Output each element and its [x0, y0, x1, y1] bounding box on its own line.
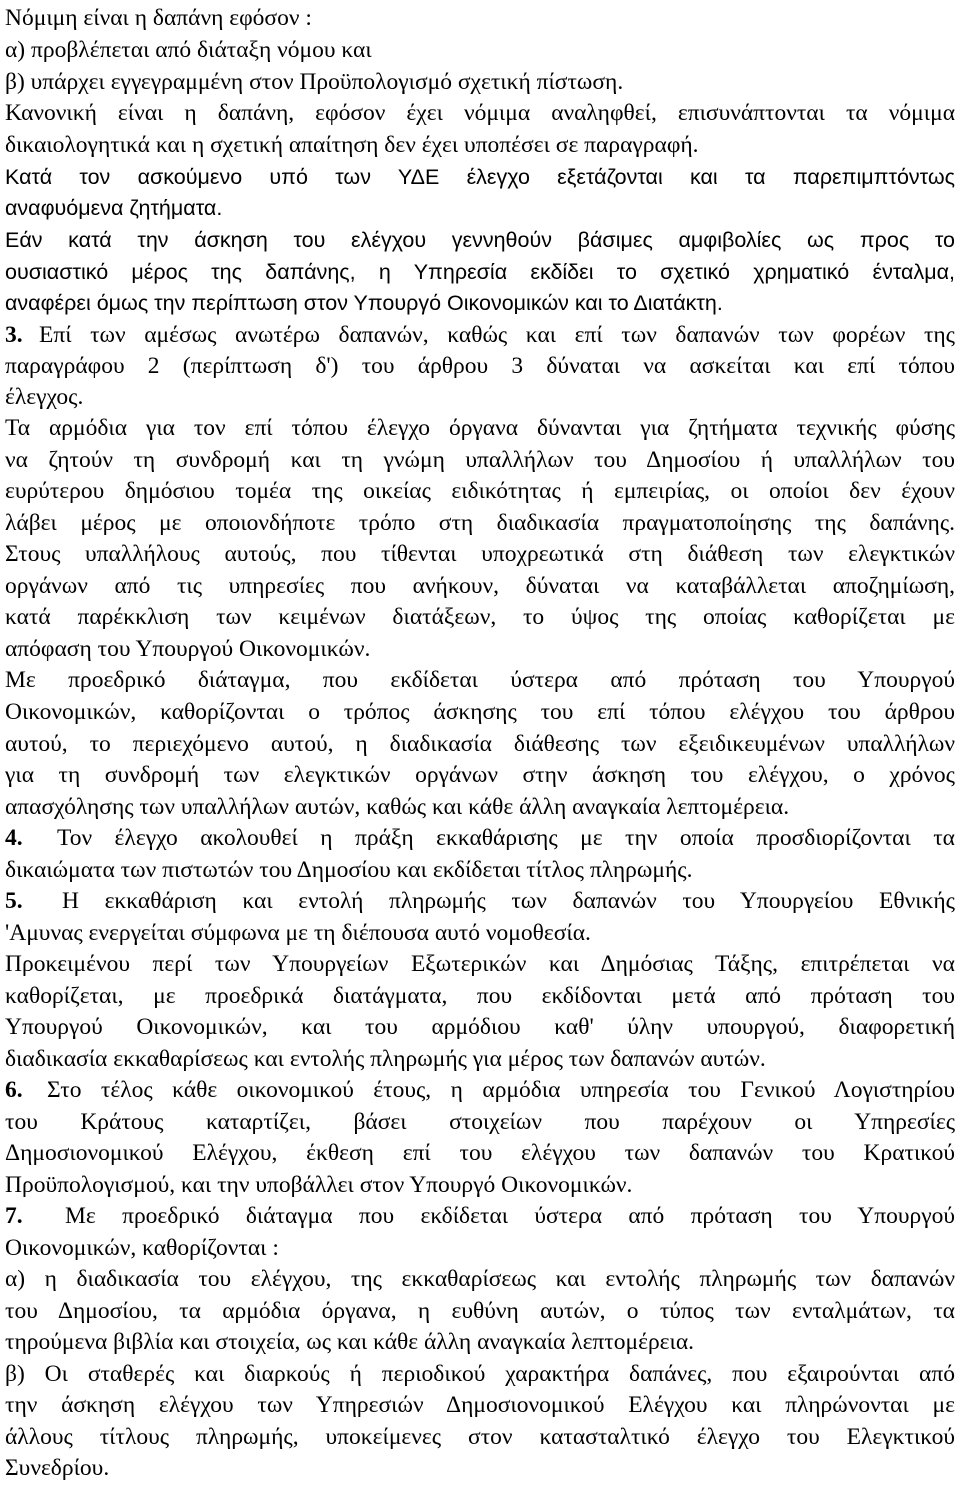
paragraph-number: 5.: [5, 888, 23, 914]
text-line: Κατά τον ασκούμενο υπό των ΥΔΕ έλεγχο εξετάζονται και τα παρεπιμπτόντως: [5, 165, 955, 189]
paragraph-number: 7.: [5, 1203, 23, 1229]
text-line: Με προεδρικό διάταγμα, που εκδίδεται ύστερα από πρόταση του Υπουργού: [5, 667, 955, 693]
text-line: του Δημοσίου, τα αρμόδια όργανα, η ευθύνη αυτών, ο τύπος των ενταλμάτων, τα: [5, 1298, 955, 1324]
text-line: ουσιαστικό μέρος της δαπάνης, η Υπηρεσία εκδίδει το σχετικό χρηματικό ένταλμα,: [5, 260, 955, 284]
text-line: καθορίζεται, με προεδρικά διατάγματα, που εκδίδονται μετά από πρόταση του: [5, 983, 955, 1009]
paragraph-number: 6.: [5, 1077, 23, 1103]
text-line: Κανονική είναι η δαπάνη, εφόσον έχει νόμιμα αναληφθεί, επισυνάπτονται τα νόμιμα: [5, 100, 955, 126]
text-line: να ζητούν τη συνδρομή και τη γνώμη υπαλλήλων του Δημοσίου ή υπαλλήλων του: [5, 447, 955, 473]
text-line: οργάνων από τις υπηρεσίες που ανήκουν, δύναται να καταβάλλεται αποζημίωση,: [5, 573, 955, 599]
paragraph-number: 4.: [5, 825, 23, 851]
text-span: Με προεδρικό διάταγμα που εκδίδεται ύστερα από πρόταση του Υπουργού: [65, 1203, 955, 1229]
text-line: Οικονομικών, καθορίζονται :: [5, 1235, 279, 1261]
text-line: [5, 1074, 955, 1106]
text-line: ευρύτερου δημόσιου τομέα της οικείας ειδικότητας ή εμπειρίας, οι οποίοι δεν έχουν: [5, 478, 955, 504]
text-line: κατά παρέκκλιση των κειμένων διατάξεων, το ύψος της οποίας καθορίζεται με: [5, 604, 955, 630]
text-line: β) Οι σταθερές και διαρκούς ή περιοδικού χαρακτήρα δαπάνες, που εξαιρούνται από: [5, 1361, 955, 1387]
text-line: την άσκηση ελέγχου των Υπηρεσιών Δημοσιονομικού Ελέγχου και πληρώνονται με: [5, 1392, 955, 1418]
paragraph-number: 3.: [5, 322, 23, 348]
text-line: 'Αμυνας ενεργείται σύμφωνα με τη διέπουσα αυτό νομοθεσία.: [5, 920, 591, 946]
text-line: Νόμιμη είναι η δαπάνη εφόσον :: [5, 5, 312, 31]
text-line: [5, 822, 955, 854]
text-line: Δημοσιονομικού Ελέγχου, έκθεση επί του ελέγχου των δαπανών του Κρατικού: [5, 1140, 955, 1166]
text-line: απασχόλησης των υπαλλήλων αυτών, καθώς και κάθε άλλη αναγκαία λεπτομέρεια.: [5, 794, 790, 820]
text-span: Τον έλεγχο ακολουθεί η πράξη εκκαθάρισης με την οποία προσδιορίζονται τα: [57, 825, 955, 851]
text-line: δικαιώματα των πιστωτών του Δημοσίου και εκδίδεται τίτλος πληρωμής.: [5, 857, 693, 883]
text-line: Εάν κατά την άσκηση του ελέγχου γεννηθούν βάσιμες αμφιβολίες ως προς το: [5, 228, 955, 252]
text-line: Προϋπολογισμού, και την υποβάλλει στον Υπουργό Οικονομικών.: [5, 1172, 633, 1198]
text-line: αναφέρει όμως την περίπτωση στον Υπουργό Οικονομικών και το Διατάκτη.: [5, 291, 723, 315]
text-line: αυτού, το περιεχόμενο αυτού, η διαδικασία διάθεσης των εξειδικευμένων υπαλλήλων: [5, 731, 955, 757]
text-line: [5, 885, 955, 917]
text-line: τηρούμενα βιβλία και στοιχεία, ως και κάθε άλλη αναγκαία λεπτομέρεια.: [5, 1329, 695, 1355]
text-line: απόφαση του Υπουργού Οικονομικών.: [5, 636, 371, 662]
text-line: άλλους τίτλους πληρωμής, υποκείμενες στον κατασταλτικό έλεγχο του Ελεγκτικού: [5, 1424, 955, 1450]
text-line: του Κράτους καταρτίζει, βάσει στοιχείων που παρέχουν οι Υπηρεσίες: [5, 1109, 955, 1135]
text-line: Υπουργού Οικονομικών, και του αρμόδιου καθ' ύλην υπουργού, διαφορετική: [5, 1014, 955, 1040]
text-line: [5, 1200, 955, 1232]
text-line: Οικονομικών, καθορίζονται ο τρόπος άσκησης του επί τόπου ελέγχου του άρθρου: [5, 699, 955, 725]
text-span: Η εκκαθάριση και εντολή πληρωμής των δαπανών του Υπουργείου Εθνικής: [62, 888, 955, 914]
text-line: [5, 319, 955, 351]
text-line: για τη συνδρομή των ελεγκτικών οργάνων στην άσκηση του ελέγχου, ο χρόνος: [5, 762, 955, 788]
text-line: διαδικασία εκκαθαρίσεως και εντολής πληρωμής για μέρος των δαπανών αυτών.: [5, 1046, 766, 1072]
text-span: Επί των αμέσως ανωτέρω δαπανών, καθώς και επί των δαπανών των φορέων της: [39, 322, 955, 348]
text-line: Προκειμένου περί των Υπουργείων Εξωτερικών και Δημόσιας Τάξης, επιτρέπεται να: [5, 951, 955, 977]
text-line: δικαιολογητικά και η σχετική απαίτηση δεν έχει υποπέσει σε παραγραφή.: [5, 132, 699, 158]
text-span: Στο τέλος κάθε οικονομικού έτους, η αρμόδια υπηρεσία του Γενικού Λογιστηρίου: [47, 1077, 955, 1103]
text-line: Συνεδρίου.: [5, 1455, 110, 1481]
text-line: α) η διαδικασία του ελέγχου, της εκκαθαρίσεως και εντολής πληρωμής των δαπανών: [5, 1266, 955, 1292]
text-line: Στους υπαλλήλους αυτούς, που τίθενται υποχρεωτικά στη διάθεση των ελεγκτικών: [5, 541, 955, 567]
text-line: α) προβλέπεται από διάταξη νόμου και: [5, 37, 372, 63]
text-line: έλεγχος.: [5, 384, 84, 410]
text-line: β) υπάρχει εγγεγραμμένη στον Προϋπολογισμό σχετική πίστωση.: [5, 69, 624, 95]
text-line: αναφυόμενα ζητήματα.: [5, 196, 223, 220]
text-line: Τα αρμόδια για τον επί τόπου έλεγχο όργανα δύνανται για ζητήματα τεχνικής φύσης: [5, 415, 955, 441]
text-line: λάβει μέρος με οποιονδήποτε τρόπο στη διαδικασία πραγματοποίησης της δαπάνης.: [5, 510, 955, 536]
text-line: παραγράφου 2 (περίπτωση δ') του άρθρου 3 δύναται να ασκείται και επί τόπου: [5, 353, 955, 379]
